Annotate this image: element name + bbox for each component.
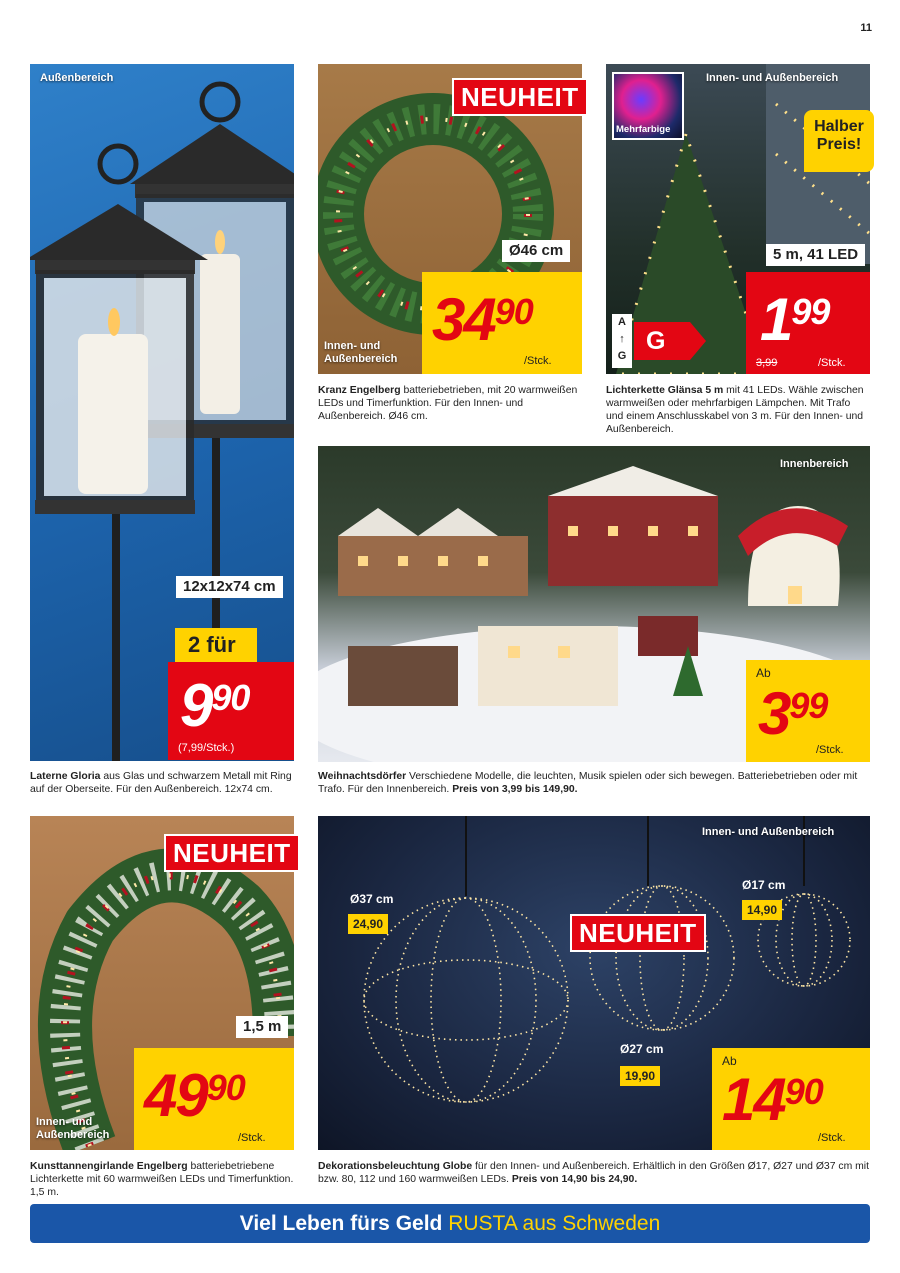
wreath-name: Kranz Engelberg [318,385,401,396]
lantern-name: Laterne Gloria [30,771,101,782]
globe-area-tag: Innen- und Außenbereich [702,826,835,838]
village-ab: Ab [756,666,771,680]
garland-area-tag [36,1116,109,1142]
lights-old-price: 3,99 [756,357,778,369]
globe-name: Dekorationsbeleuchtung Globe [318,1161,473,1172]
lantern-dimension: 12x12x74 cm [176,576,283,598]
village-unit: /Stck. [816,744,844,756]
wreath-dimension: Ø46 cm [502,240,570,262]
energy-arrow-icon [634,322,706,360]
wreath-area-tag-line2: Außenbereich [324,353,398,365]
globe-price-17: 14,90 [742,900,782,920]
lights-promo-badge [804,110,874,172]
lantern-description [30,770,294,796]
lantern-area-tag: Außenbereich [40,72,114,84]
wreath-new-badge: NEUHEIT [452,78,588,116]
lights-price-box [746,272,870,374]
footer-accent: RUSTA aus Schweden [448,1212,661,1235]
lights-energy-class-letter: G [646,327,666,355]
globe-price-range: Preis von 14,90 bis 24,90. [511,1174,638,1185]
wreath-description [318,384,578,423]
lantern-price-box [168,662,294,760]
globe-price-box [712,1048,870,1150]
lights-price-euro: 1 [760,286,792,353]
village-description [318,770,870,796]
globe-unit: /Stck. [818,1132,846,1144]
village-price-box [746,660,870,762]
lantern-price-cent: 90 [211,677,250,718]
garland-price-euro: 49 [144,1062,207,1129]
lights-price [760,286,830,353]
lights-name: Lichterkette Glänsa 5 m [606,385,724,396]
village-area-tag: Innenbereich [780,458,849,470]
garland-area-tag-line2: Außenbereich [36,1129,110,1141]
lights-area-tag: Innen- und Außenbereich [706,72,839,84]
garland-new-badge: NEUHEIT [164,834,300,872]
lights-energy-label [612,314,706,368]
lights-inset [612,72,684,140]
lights-unit: /Stck. [818,357,846,369]
lights-dimension: 5 m, 41 LED [766,244,865,266]
village-price-cent: 99 [789,685,828,726]
footer-banner [30,1204,870,1243]
wreath-price-euro: 34 [432,286,495,353]
lights-energy-scale-a: A [618,316,626,328]
globe-price-27: 19,90 [620,1066,660,1086]
globe-ab: Ab [722,1054,737,1068]
wreath-price-cent: 90 [494,291,533,332]
lantern-offer-label: 2 für [188,632,236,657]
lantern-unit-price: (7,99/Stck.) [178,742,235,754]
garland-price-box [134,1048,294,1150]
wreath-area-tag-line1: Innen- und [324,340,381,352]
garland-price-cent: 90 [206,1067,245,1108]
wreath-area-tag [324,340,397,366]
wreath-price [432,286,533,353]
village-price-euro: 3 [758,680,790,747]
village-price-range: Preis von 3,99 bis 149,90. [452,784,578,795]
village-price [758,680,828,747]
garland-area-tag-line1: Innen- und [36,1116,93,1128]
globe-price-37: 24,90 [348,914,388,934]
garland-price [144,1062,245,1129]
globe-size-27: Ø27 cm [620,1042,664,1056]
lantern-price [180,672,250,739]
lights-energy-scale [612,314,632,368]
garland-desc-text: batteriebetriebene Lichterkette mit 60 warmweißen LEDs und Timerfunktion. 1,5 m. [30,1161,294,1198]
globe-size-37: Ø37 cm [350,892,394,906]
globe-new-badge: NEUHEIT [570,914,706,952]
globe-price-cent: 90 [784,1071,823,1112]
lights-inset-label: Mehrfarbige [616,124,671,135]
garland-dimension: 1,5 m [236,1016,288,1038]
village-name: Weihnachtsdörfer [318,771,407,782]
lantern-desc-text: aus Glas und schwarzem Metall mit Ring auf der Oberseite. Für den Außenbereich. 12x74 cm. [30,771,292,795]
lights-energy-class [634,322,706,360]
wreath-price-box [422,272,582,374]
garland-name: Kunsttannengirlande Engelberg [30,1161,188,1172]
village-desc-text: Verschiedene Modelle, die leuchten, Musik spielen oder sich bewegen. Batteriebetrieben oder mit Trafo. Für den Innenbereich. [318,771,858,795]
garland-unit: /Stck. [238,1132,266,1144]
wreath-desc-text: batteriebetrieben, mit 20 warmweißen LEDs und Timerfunktion. Für den Innen- und Außenbereich. Ø46 cm. [318,385,578,422]
lights-price-cent: 99 [791,291,830,332]
lights-desc-text: mit 41 LEDs. Wähle zwischen warmweißen oder mehrfarbigen Lämpchen. Mit Trafo und einem Anschlusskabel von 3 m. Für den Innen- und Außenbereich. [606,385,864,435]
lantern-offer-box [175,628,257,662]
lights-promo-text: Halber Preis! [814,118,864,153]
globe-description [318,1160,870,1186]
page-number: 11 [860,22,872,34]
globe-price-euro: 14 [722,1066,785,1133]
lights-energy-scale-g: G [617,350,627,362]
wreath-unit: /Stck. [524,355,552,367]
lantern-price-euro: 9 [180,672,212,739]
globe-price [722,1066,823,1133]
globe-desc-text: für den Innen- und Außenbereich. Erhältlich in den Größen Ø17, Ø27 und Ø37 cm mit bzw. 80, 112 und 160 warmweißen LEDs. [318,1161,869,1185]
lights-energy-scale-arrow: ↑ [619,333,625,345]
lights-description [606,384,870,436]
globe-size-17: Ø17 cm [742,878,786,892]
footer-text: Viel Leben fürs Geld [239,1212,443,1235]
garland-description [30,1160,294,1199]
